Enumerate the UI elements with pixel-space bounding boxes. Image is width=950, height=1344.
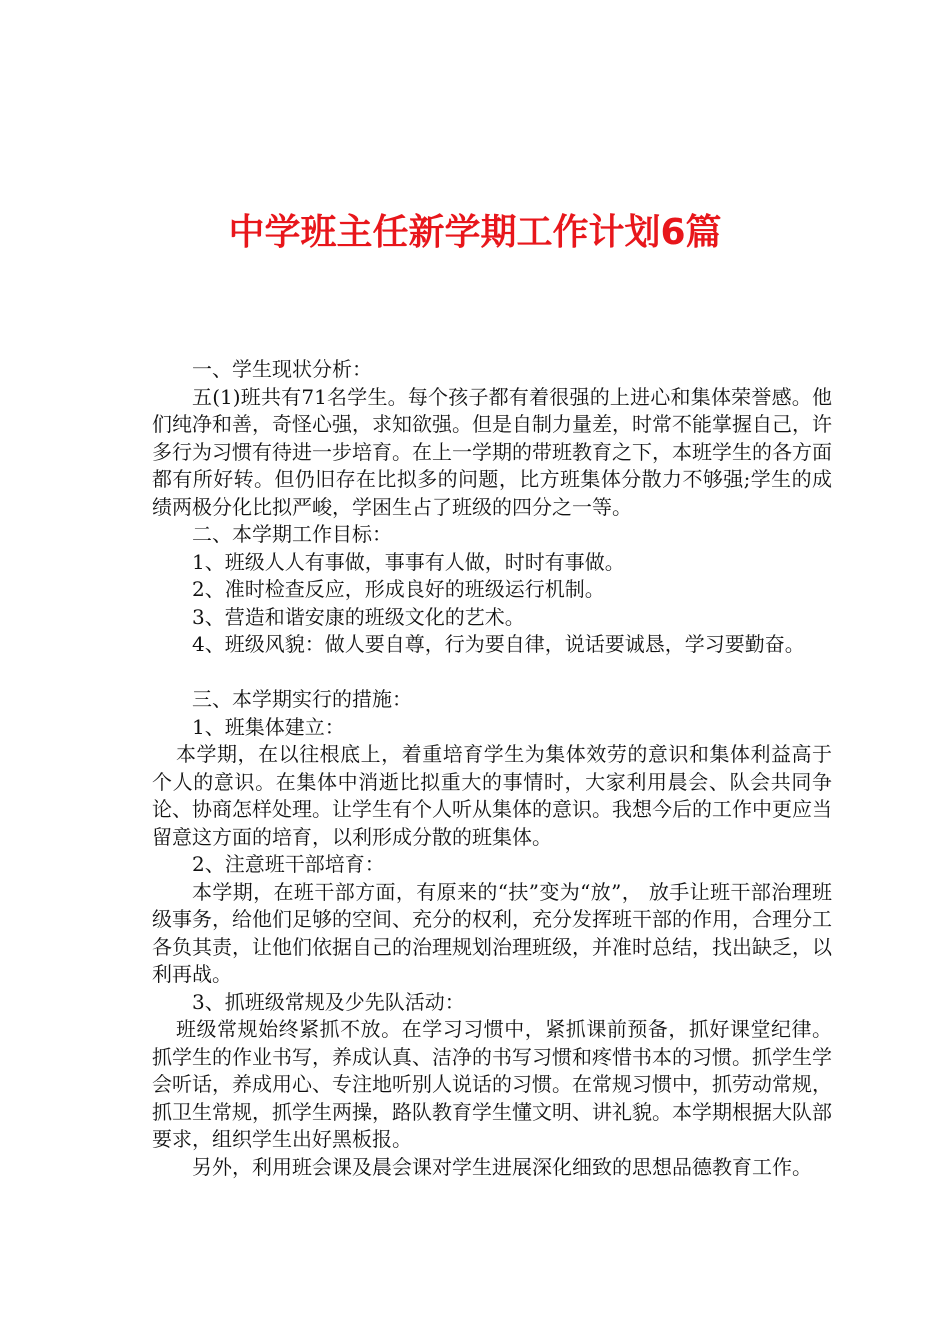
paragraph-class-leaders: 本学期，在班干部方面，有原来的“扶”变为“放”， 放手让班干部治理班级事务，给他们足够的空间、充分的权利，充分发挥班干部的作用，合理分工各负其责，让他们依据自己的治理规划治理班级，并准时总结，找出缺乏，以利再战。 <box>152 879 832 986</box>
goal-item-1: 1、班级人人有事做，事事有人做，时时有事做。 <box>192 549 625 574</box>
document-title: 中学班主任新学期工作计划6篇 <box>228 212 722 253</box>
measure-heading-1: 1、班集体建立： <box>192 714 345 739</box>
section-heading-analysis: 一、学生现状分析： <box>192 357 372 381</box>
measure-heading-2: 2、注意班干部培育： <box>192 852 385 876</box>
paragraph-class-building: 本学期，在以往根底上，着重培育学生为集体效劳的意识和集体利益高于个人的意识。在集体中消逝比拟重大的事情时，大家利用晨会、队会共同争论、协商怎样处理。让学生有个人听从集体的意识。我想今后的工作中更应当留意这方面的培育，以利形成分散的班集体。 <box>152 742 832 849</box>
goal-item-2: 2、准时检查反应，形成良好的班级运行机制。 <box>192 577 605 601</box>
goal-item-3: 3、营造和谐安康的班级文化的艺术。 <box>192 604 525 629</box>
paragraph-class-routine: 班级常规始终紧抓不放。在学习习惯中，紧抓课前预备，抓好课堂纪律。抓学生的作业书写，养成认真、洁净的书写习惯和疼惜书本的习惯。抓学生学会听话，养成用心、专注地听别人说话的习惯。在常规习惯中，抓劳动常规，抓卫生常规，抓学生两操，路队教育学生懂文明、讲礼貌。本学期根据大队部要求，组织学生出好黑板报。 <box>152 1017 832 1151</box>
section-heading-goals: 二、本学期工作目标： <box>192 522 392 546</box>
blank-line <box>152 659 832 687</box>
paragraph-moral-education: 另外，利用班会课及晨会课对学生进展深化细致的思想品德教育工作。 <box>192 1154 812 1179</box>
goal-item-4: 4、班级风貌：做人要自尊，行为要自律，说话要诚恳，学习要勤奋。 <box>192 632 805 656</box>
document-body <box>152 356 832 1181</box>
section-heading-measures: 三、本学期实行的措施： <box>192 687 412 711</box>
paragraph-class-situation: 五(1)班共有71名学生。每个孩子都有着很强的上进心和集体荣誉感。他们纯净和善，奇怪心强，求知欲强。但是自制力量差，时常不能掌握自己，许多行为习惯有待进一步培育。在上一学期的带班教育之下，本班学生的各方面都有所好转。但仍旧存在比拟多的问题，比方班集体分散力不够强;学生的成绩两极分化比拟严峻，学困生占了班级的四分之一等。 <box>152 384 832 519</box>
measure-heading-3: 3、抓班级常规及少先队活动： <box>192 989 465 1014</box>
